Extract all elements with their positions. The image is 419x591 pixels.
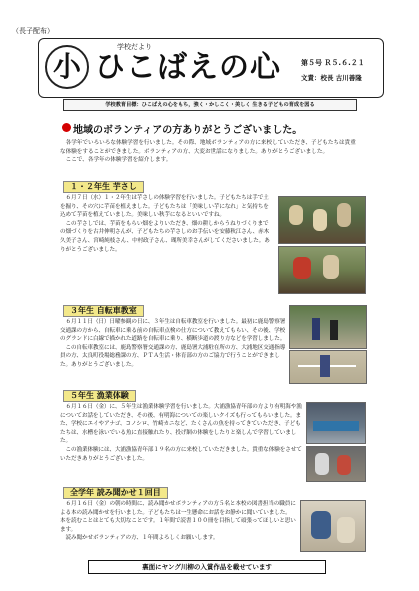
section-2-photo-2	[289, 350, 367, 384]
footer-banner: 裏面にヤング川柳の入賞作品を載せています	[88, 560, 326, 574]
section-2-text: ６月１１日（日）日曜参観の日に、３年生は自転車教室を行いました。最初に鹿島警察署交通課の方から、自転車に乗る前の自転車点検の仕方について教えてもらい、その後、学校のグランドに白線で描かれた道路を自転車に乗り、横断歩道の渡り方などを学習しました。 この自転車教室には、鹿島警察署交通課の方、鹿島署大浦駐在所の方、大浦地区交通指導員の方、太良町役場総務課の方、ＰＴＡ生活・体育部の方のご協力で行うことができました。ありがとうございました。	[60, 319, 286, 368]
issue-number: 第５号 Ｒ５.６.２１	[301, 59, 365, 67]
section-2-photo	[289, 305, 367, 349]
section-1-photo	[278, 196, 366, 244]
school-logo	[45, 45, 89, 89]
section-1-title: １・２年生 芋さし	[63, 181, 144, 193]
section-3-photo-2	[306, 446, 366, 482]
policy-bar: 学校教育目標：ひこばえの心をもち，強く・かしこく・美しく 生きる子どもの育成を図る	[63, 99, 357, 111]
section-3-title: ５年生 漁業体験	[63, 390, 136, 402]
section-1-photo-2	[278, 246, 366, 294]
publisher: 文責：校長 古川善隆	[301, 74, 362, 82]
section-4-title: 全学年 読み聞かせ１回目	[63, 487, 168, 499]
section-3-text: ６月１６日（金）に、５年生は漁業体験学習を行いました。大浦漁協青年部の方より有明海や漁についてお話をしていただき、その後、有明海についての楽しいクイズも行ってもらいました。また、学校にエイやアナゴ、コノシロ、竹崎カニなど、たくさんの魚を持ってきていただき、子どもたちは、水槽を泳いでいる魚に直接触れたり、投げ網の体験をしたりと楽しんで学習していました。 この漁業体験には、大浦漁協青年部１９名の方に来校していただきました。貴重な体験をさせていただきありがとうございました。	[60, 404, 302, 462]
section-3-photo	[306, 402, 366, 444]
kicker: 学校だより	[117, 43, 152, 51]
lead-headline: 地域のボランティアの方ありがとうございました。	[73, 125, 303, 136]
section-2-title: ３年生 自転車教室	[63, 305, 144, 317]
masthead	[38, 38, 384, 98]
section-4-text: ６月１６日（金）の朝の時間に、読み聞かせボランティアの方５名と本校の図書担当の職員による本の読み聞かせを行いました。子どもたちは一生懸命にお話をお静かに聞いていました。本を読むことはとても大切なことです。１年間で読書１００冊を目指して頑張ってほしいと思います。 読み聞かせボランティアの方、１年間よろしくお願いします。	[60, 501, 296, 542]
masthead-title: ひこばえの心	[95, 50, 281, 85]
section-4-photo	[300, 500, 366, 552]
logo-char: 小	[52, 50, 81, 83]
lead-bullet	[62, 123, 71, 132]
section-1-text: ６月７日（水）１・２年生は芋さしの体験学習を行いました。子どもたちは手で土を掘り、その穴に芋苗を植えました。子どもたちは「美味しい芋になれ」と気持ちを込めて芋苗を植えていました。美味しい秋芋になるといいですね。 この芋さしでは、芋苗をもらい畑をよりいただき、畑の耕しからうねりづくりまでの畑づくりを古井伸明さんが、子どもたちの芋さしのお手伝いを安藤秋江さん、赤木久美子さん、宮崎純枝さん、中村政子さん、瑚所美幸さんがしてくださいました。ありがとうございました。	[60, 195, 270, 253]
distribution-note: （長子配布）	[12, 27, 54, 35]
lead-body: 各学年でいろいろな体験学習を行いました。その際、地域ボランティアの方に来校していただき、子どもたちは貴重な体験をすることができました。ボランティアの方、大変お世話になりました。ありがとうございました。 ここで、各学年の体験学習を紹介します。	[60, 140, 356, 164]
